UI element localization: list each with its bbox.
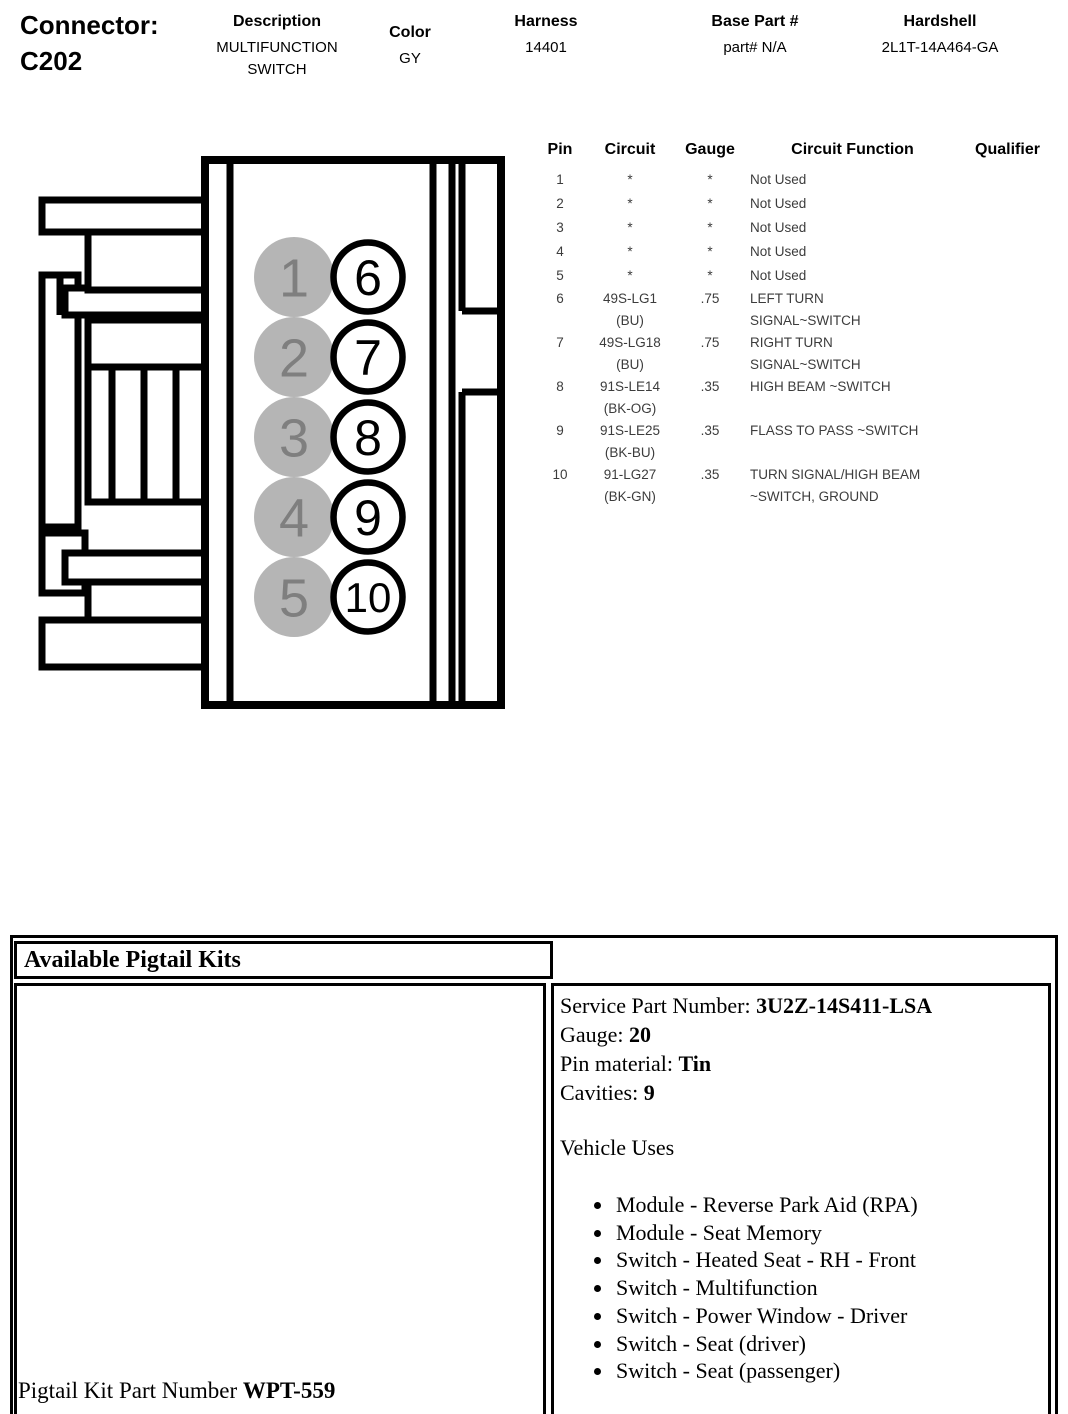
gray-cavity-group xyxy=(254,237,334,637)
hardshell-label: Hardshell xyxy=(903,13,977,30)
kit-field-value: 3U2Z-14S411-LSA xyxy=(756,993,933,1018)
cell-gauge: .35 xyxy=(700,379,720,394)
cell-function: Not Used xyxy=(750,172,807,187)
cell-gauge: .75 xyxy=(700,335,720,350)
col-header-circuit: Circuit xyxy=(604,141,656,158)
header-col-harness xyxy=(486,13,606,59)
color-label: Color xyxy=(389,24,431,41)
color-value: GY xyxy=(399,50,421,67)
pigtail-kit-part-number-label: Pigtail Kit Part Number xyxy=(18,1378,238,1403)
vehicle-use-item: • Module - Seat Memory xyxy=(614,1219,1048,1247)
kit-field-value: 20 xyxy=(629,1022,652,1047)
header-col-description xyxy=(193,13,361,81)
cell-function: HIGH BEAM ~SWITCH xyxy=(750,379,891,394)
kit-field xyxy=(560,1020,1048,1049)
cell-gauge: * xyxy=(707,196,713,211)
cell-gauge: * xyxy=(707,268,713,283)
cell-pin: 10 xyxy=(552,467,568,482)
hardshell-value: 2L1T-14A464-GA xyxy=(881,39,999,56)
cell-circuit: * xyxy=(627,172,633,187)
vehicle-use-item: • Switch - Heated Seat - RH - Front xyxy=(614,1246,1048,1274)
pin-row-9 xyxy=(540,420,1052,464)
kit-field xyxy=(560,991,1048,1020)
cell-qualifier xyxy=(965,240,1050,264)
cell-gauge: .35 xyxy=(700,423,720,438)
cell-pin: 6 xyxy=(556,291,564,306)
cell-pin: 4 xyxy=(556,244,564,259)
cell-circuit: 91S-LE25 (BK-BU) xyxy=(599,423,661,460)
pin-table-rows xyxy=(540,168,1052,508)
cell-circuit: 91-LG27 (BK-GN) xyxy=(603,467,657,504)
kit-field-label: Service Part Number: xyxy=(560,993,757,1018)
cell-circuit: * xyxy=(627,220,633,235)
pin-table-header-row xyxy=(540,140,1052,168)
kit-field-label: Pin material: xyxy=(560,1051,679,1076)
cell-pin: 5 xyxy=(556,268,564,283)
kit-field-label: Cavities: xyxy=(560,1080,644,1105)
kit-field-value: 9 xyxy=(643,1080,655,1105)
connector-left-tabs xyxy=(42,200,205,667)
cell-qualifier xyxy=(965,264,1050,288)
kit-field-label: Gauge: xyxy=(560,1022,630,1047)
cavity-number-1: 1 xyxy=(278,248,310,309)
vehicle-use-item: • Switch - Seat (passenger) xyxy=(614,1357,1048,1385)
cell-function: FLASS TO PASS ~SWITCH xyxy=(750,423,919,438)
connector-diagram xyxy=(0,130,530,730)
cell-gauge: * xyxy=(707,220,713,235)
pigtail-kit-fields xyxy=(560,991,1048,1107)
cell-function: TURN SIGNAL/HIGH BEAM ~SWITCH, GROUND xyxy=(750,467,921,504)
base-part-label: Base Part # xyxy=(711,13,799,30)
pin-row-5 xyxy=(540,264,1052,288)
cell-qualifier xyxy=(965,288,1050,332)
cavity-number-8: 8 xyxy=(354,410,382,466)
cell-qualifier xyxy=(965,168,1050,192)
pin-row-7 xyxy=(540,332,1052,376)
vehicle-uses-title: Vehicle Uses xyxy=(560,1135,675,1160)
header-col-color xyxy=(368,24,452,70)
cavity-number-10: 10 xyxy=(344,574,392,622)
col-header-function: Circuit Function xyxy=(791,141,914,158)
cell-function: LEFT TURN SIGNAL~SWITCH xyxy=(750,291,861,328)
cell-function: RIGHT TURN SIGNAL~SWITCH xyxy=(750,335,861,372)
pigtail-kit-image-box xyxy=(14,983,546,1414)
cell-gauge: * xyxy=(707,172,713,187)
cell-qualifier xyxy=(965,332,1050,376)
vehicle-use-item: • Switch - Multifunction xyxy=(614,1274,1048,1302)
pigtail-kit-part-number-line xyxy=(18,1378,335,1404)
description-value: MULTIFUNCTION SWITCH xyxy=(216,39,338,78)
harness-label: Harness xyxy=(514,13,578,30)
description-label: Description xyxy=(232,13,321,30)
pin-row-3 xyxy=(540,216,1052,240)
kit-field xyxy=(560,1078,1048,1107)
col-header-gauge: Gauge xyxy=(685,141,735,158)
pigtail-kits-title: Available Pigtail Kits xyxy=(14,941,553,979)
cell-function: Not Used xyxy=(750,196,807,211)
cell-pin: 8 xyxy=(556,379,564,394)
pin-row-10 xyxy=(540,464,1052,508)
base-part-value: part# N/A xyxy=(723,39,787,56)
cell-function: Not Used xyxy=(750,268,807,283)
cell-qualifier xyxy=(965,216,1050,240)
cavity-number-6: 6 xyxy=(354,250,382,306)
pin-row-1 xyxy=(540,168,1052,192)
connector-label: Connector: xyxy=(20,10,159,40)
cavity-number-5: 5 xyxy=(278,568,310,629)
vehicle-uses-list xyxy=(554,1191,1048,1385)
cell-gauge: * xyxy=(707,244,713,259)
pin-row-2 xyxy=(540,192,1052,216)
col-header-qualifier: Qualifier xyxy=(975,141,1040,158)
cavity-number-2: 2 xyxy=(278,328,310,389)
cell-pin: 7 xyxy=(556,335,564,350)
cell-circuit: 91S-LE14 (BK-OG) xyxy=(599,379,661,416)
cell-circuit: 49S-LG1 (BU) xyxy=(602,291,658,328)
cell-circuit: 49S-LG18 (BU) xyxy=(599,335,661,372)
cell-pin: 1 xyxy=(556,172,564,187)
vehicle-use-item: • Module - Reverse Park Aid (RPA) xyxy=(614,1191,1048,1219)
cavity-number-3: 3 xyxy=(278,408,310,469)
pin-row-8 xyxy=(540,376,1052,420)
cell-pin: 3 xyxy=(556,220,564,235)
cell-qualifier xyxy=(965,464,1050,508)
kit-field xyxy=(560,1049,1048,1078)
header-col-hardshell xyxy=(858,13,1022,59)
white-cavity-group xyxy=(334,243,403,632)
cell-circuit: * xyxy=(627,196,633,211)
pigtail-kit-details-box xyxy=(551,983,1051,1414)
cell-circuit: * xyxy=(627,268,633,283)
vehicle-use-item: • Switch - Seat (driver) xyxy=(614,1330,1048,1358)
pin-row-4 xyxy=(540,240,1052,264)
cavity-number-7: 7 xyxy=(354,330,382,386)
pin-table xyxy=(540,140,1052,508)
cavity-number-9: 9 xyxy=(354,490,382,546)
connector-id: C202 xyxy=(20,46,83,76)
cell-pin: 9 xyxy=(556,423,564,438)
cell-function: Not Used xyxy=(750,220,807,235)
col-header-pin: Pin xyxy=(547,141,573,158)
cell-pin: 2 xyxy=(556,196,564,211)
harness-value: 14401 xyxy=(525,39,567,56)
cell-circuit: * xyxy=(627,244,633,259)
cell-function: Not Used xyxy=(750,244,807,259)
cavity-number-4: 4 xyxy=(278,488,310,549)
header-col-base-part xyxy=(693,13,817,59)
pin-row-6 xyxy=(540,288,1052,332)
cell-gauge: .35 xyxy=(700,467,720,482)
cell-qualifier xyxy=(965,376,1050,420)
cell-gauge: .75 xyxy=(700,291,720,306)
cell-qualifier xyxy=(965,420,1050,464)
cell-qualifier xyxy=(965,192,1050,216)
vehicle-use-item: • Switch - Power Window - Driver xyxy=(614,1302,1048,1330)
pigtail-kit-part-number-value: WPT-559 xyxy=(242,1378,336,1403)
kit-field-value: Tin xyxy=(678,1051,712,1076)
